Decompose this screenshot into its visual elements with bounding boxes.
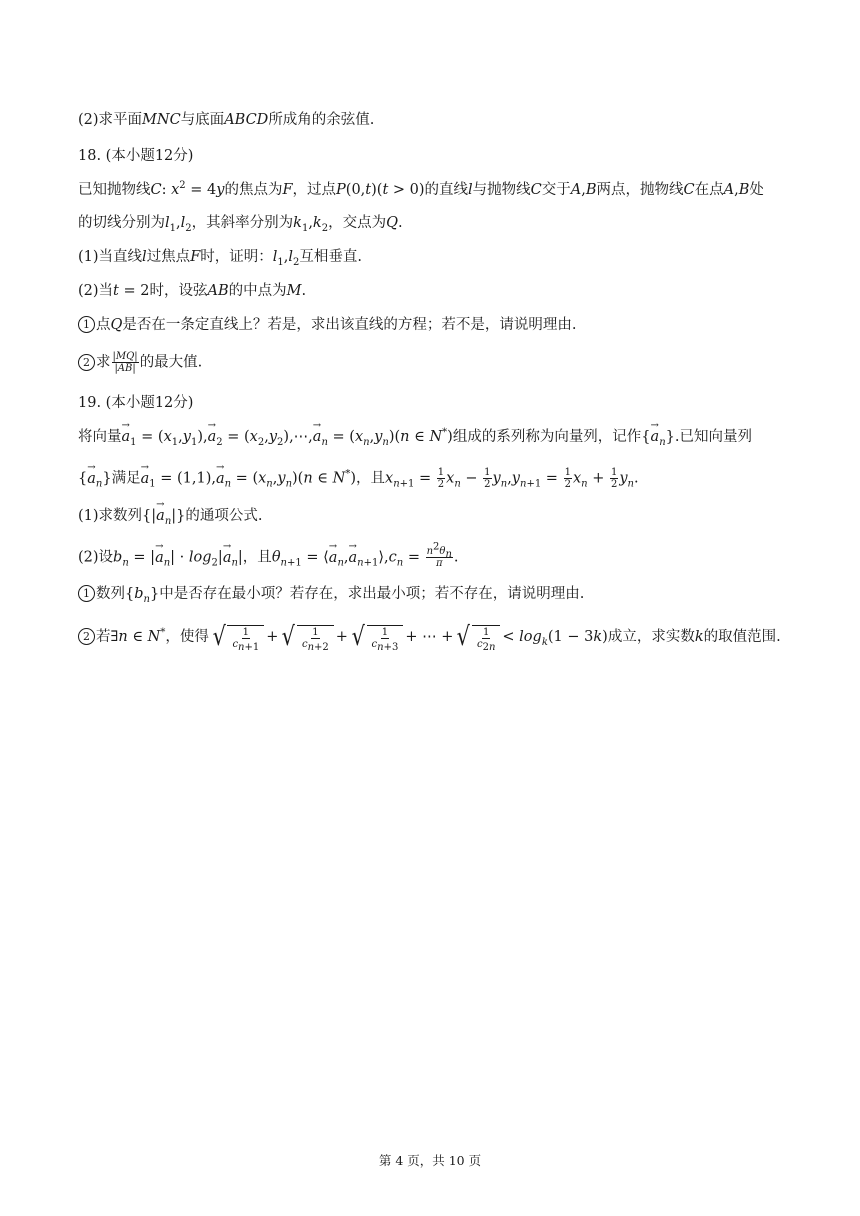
q19-header: 19. (本小题12分) [78,395,194,411]
circled-1-icon: 1 [78,585,95,602]
q18-part2-sub1: 1 点Q是否在一条定直线上？若是，求出该直线的方程；若不是，请说明理由. [78,315,577,335]
q18-header: 18. (本小题12分) [78,148,194,164]
q19-part2-sub1: 1 数列$\{b_n\}$中是否存在最小项？若存在，求出最小项；若不存在，请说明理由. [78,584,584,604]
sqrt-term-2: √ $\frac{1}{c_{n+2}}$ [280,624,333,650]
circled-2-icon: 2 [78,628,95,645]
sqrt-term-3: √ $\frac{1}{c_{n+3}}$ [350,624,403,650]
q17-part2: (2)求平面MNC与底面ABCD所成角的余弦值. [78,112,375,128]
q18-stem-line2: 的切线分别为$l_1,l_2$，其斜率分别为$k_1,k_2$，交点为Q. [78,215,403,234]
q19-part1: (1)求数列{|→ $a_n|$}的通项公式. [78,506,263,526]
q19-stem-line2: {→ $a_n$}满足→ $a_1 = (1,1),\to a_n = (x_n,y_n)(n$ ∈ N*)，且$x_{n+1}$ = $\frac{1}{2}$ $x_n$ − $\frac{1}{2}$ $y_n,y_{n+1}$ = $\frac{1}{2}$ $x_n$ + $\frac{1}{2}$ $y_n$. [78,467,639,490]
q18-part2: (2)当t = 2时，设弦AB的中点为M. [78,283,307,299]
circled-1-icon: 1 [78,316,95,333]
fraction-mq-ab: $\frac{|MQ|}{|AB|}$ [112,351,138,374]
sqrt-term-last: √ $\frac{1}{c_{2n}}$ [455,624,500,650]
q18-part2-sub2: 2 求 $\frac{|MQ|}{|AB|}$ 的最大值. [78,351,202,374]
sqrt-term-1: √ $\frac{1}{c_{n+1}}$ [211,624,264,650]
page-footer: 第 4 页，共 10 页 [378,1153,482,1168]
q19-part2: (2)设$b_n$ = |→ $a_n| \cdot \log_2|\to a_n|$，且$\theta_{n+1}$ = ⟨→ $a_n,\to$ $a_{n+1}⟩,c_n$ = $\frac{n^2\theta_n}{\pi}$ . [78,546,459,569]
q19-part2-sub2: 2 若∃n ∈ N*，使得 √ $\frac{1}{c_{n+1}}$ + √ $\frac{1}{c_{n+2}}$ + √ $\frac{1}{c_{n+3}}$ + ⋯ + √ $\frac{1}{c_{2n}}$ < $\log_k(1 - 3k)$成立，求实数k的取值范围. [78,624,781,650]
q18-stem-line1: 已知抛物线C: $x^2 = 4y$的焦点为F，过点P(0,t)(t > 0)的直线l与抛物线C交于A,B两点，抛物线C在点A,B处 [78,180,764,198]
circled-2-icon: 2 [78,354,95,371]
q18-part1: (1)当直线l过焦点F时，证明：$l_1,l_2$互相垂直. [78,249,362,268]
q19-stem-line1: 将向量→ $a_1 = (x_1,y_1),\to a_2$ = $(x_2,y_2),\cdots,\to a_n = (x_n,y_n)(n$ ∈ N*)组成的系列称为向量列，记作{→ $a_n$}.已知向量列 [78,427,752,447]
